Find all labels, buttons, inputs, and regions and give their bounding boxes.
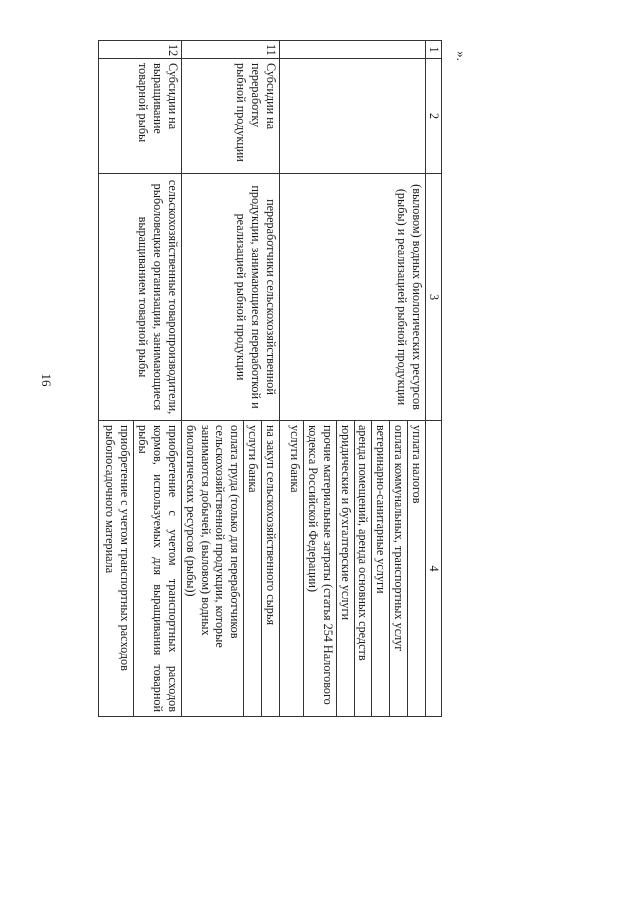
costs-cell bbox=[181, 421, 279, 717]
table-row bbox=[181, 41, 279, 717]
row-number: 12 bbox=[99, 41, 182, 59]
page-number: 16 bbox=[39, 373, 54, 387]
recipients-cell: переработчики сельскохозяйственной продукции, занимающиеся переработкой и реализацией рыбной продукции bbox=[181, 174, 279, 421]
rotated-table-inner bbox=[98, 40, 442, 716]
rotated-table-wrapper bbox=[98, 40, 442, 716]
subsidy-name bbox=[280, 59, 426, 174]
header-col-3: 3 bbox=[426, 174, 442, 421]
recipients-cell: (выловом) водных биологических ресурсов (рыбы) и реализацией рыбной продукции bbox=[280, 174, 426, 421]
cost-item: оплата труда (только для переработчиков сельскохозяйственной продукции, которые занимаются добычей, (выловом) водных биологических ресурсов (рыбы)) bbox=[183, 425, 243, 648]
header-col-1: 1 bbox=[426, 41, 442, 59]
cost-item: ветеринарно-санитарные услуги bbox=[372, 421, 390, 716]
table-row bbox=[99, 41, 182, 717]
cost-item: приобретение с учетом транспортных расходов кормов, используемых для выращивания товарной рыбы bbox=[133, 421, 181, 716]
cost-item: уплата налогов bbox=[407, 421, 425, 716]
cost-item: приобретение с учетом транспортных расходов рыбопосадочного материала bbox=[103, 425, 133, 671]
cost-item: услуги банка bbox=[288, 425, 302, 493]
row-number: 11 bbox=[181, 41, 279, 59]
row-number bbox=[280, 41, 426, 59]
cost-item: на закуп сельскохозяйственного сырья bbox=[261, 421, 279, 716]
header-col-2: 2 bbox=[426, 59, 442, 174]
cost-item: аренда помещений, аренда основных средств bbox=[354, 421, 372, 716]
costs-cell bbox=[99, 421, 182, 717]
cost-item: услуги банка bbox=[243, 421, 261, 716]
recipients-cell: сельскохозяйственные товаропроизводители, рыболовецкие организации, занимающиеся выращиванием товарной рыбы bbox=[99, 174, 182, 421]
cost-item: оплата коммунальных, транспортных услуг bbox=[389, 421, 407, 716]
table-header-row bbox=[426, 41, 442, 717]
table-row bbox=[280, 41, 426, 717]
cost-item: юридические и бухгалтерские услуги bbox=[336, 421, 354, 716]
closing-quote-mark: ». bbox=[453, 51, 469, 61]
subsidy-name: Субсидии на выращивание товарной рыбы bbox=[99, 59, 182, 174]
costs-cell bbox=[280, 421, 426, 717]
cost-item: прочие материальные затраты (статья 254 Налогового кодекса Российской Федерации) bbox=[303, 421, 336, 716]
subsidy-name: Субсидии на переработку рыбной продукции bbox=[181, 59, 279, 174]
subsidy-table bbox=[98, 40, 442, 717]
header-col-4: 4 bbox=[426, 421, 442, 717]
